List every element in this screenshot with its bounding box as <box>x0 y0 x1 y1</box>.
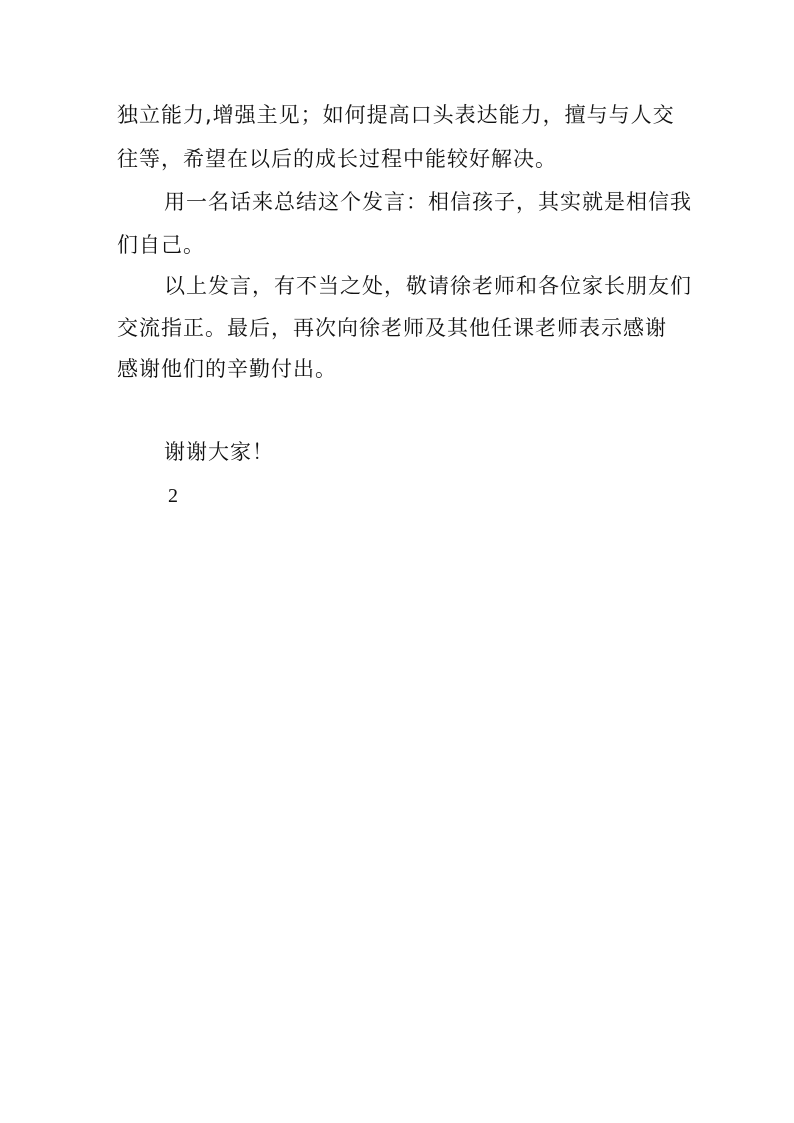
paragraph-3-line-1: 以上发言，有不当之处，敬请徐老师和各位家长朋友们 <box>164 274 692 298</box>
paragraph-2-line-2: 们自己。 <box>117 233 205 257</box>
paragraph-2-line-1: 用一名话来总结这个发言：相信孩子，其实就是相信我 <box>164 190 692 214</box>
paragraph-1-line-2: 往等，希望在以后的成长过程中能较好解决。 <box>117 147 557 171</box>
page-number: 2 <box>168 485 178 507</box>
paragraph-1-line-1: 独立能力,增强主见；如何提高口头表达能力，擅与与人交 <box>117 103 675 127</box>
paragraph-3-line-2: 交流指正。最后，再次向徐老师及其他任课老师表示感谢 <box>117 316 667 340</box>
paragraph-3-line-3: 感谢他们的辛勤付出。 <box>117 357 337 381</box>
closing-text: 谢谢大家！ <box>164 440 274 464</box>
